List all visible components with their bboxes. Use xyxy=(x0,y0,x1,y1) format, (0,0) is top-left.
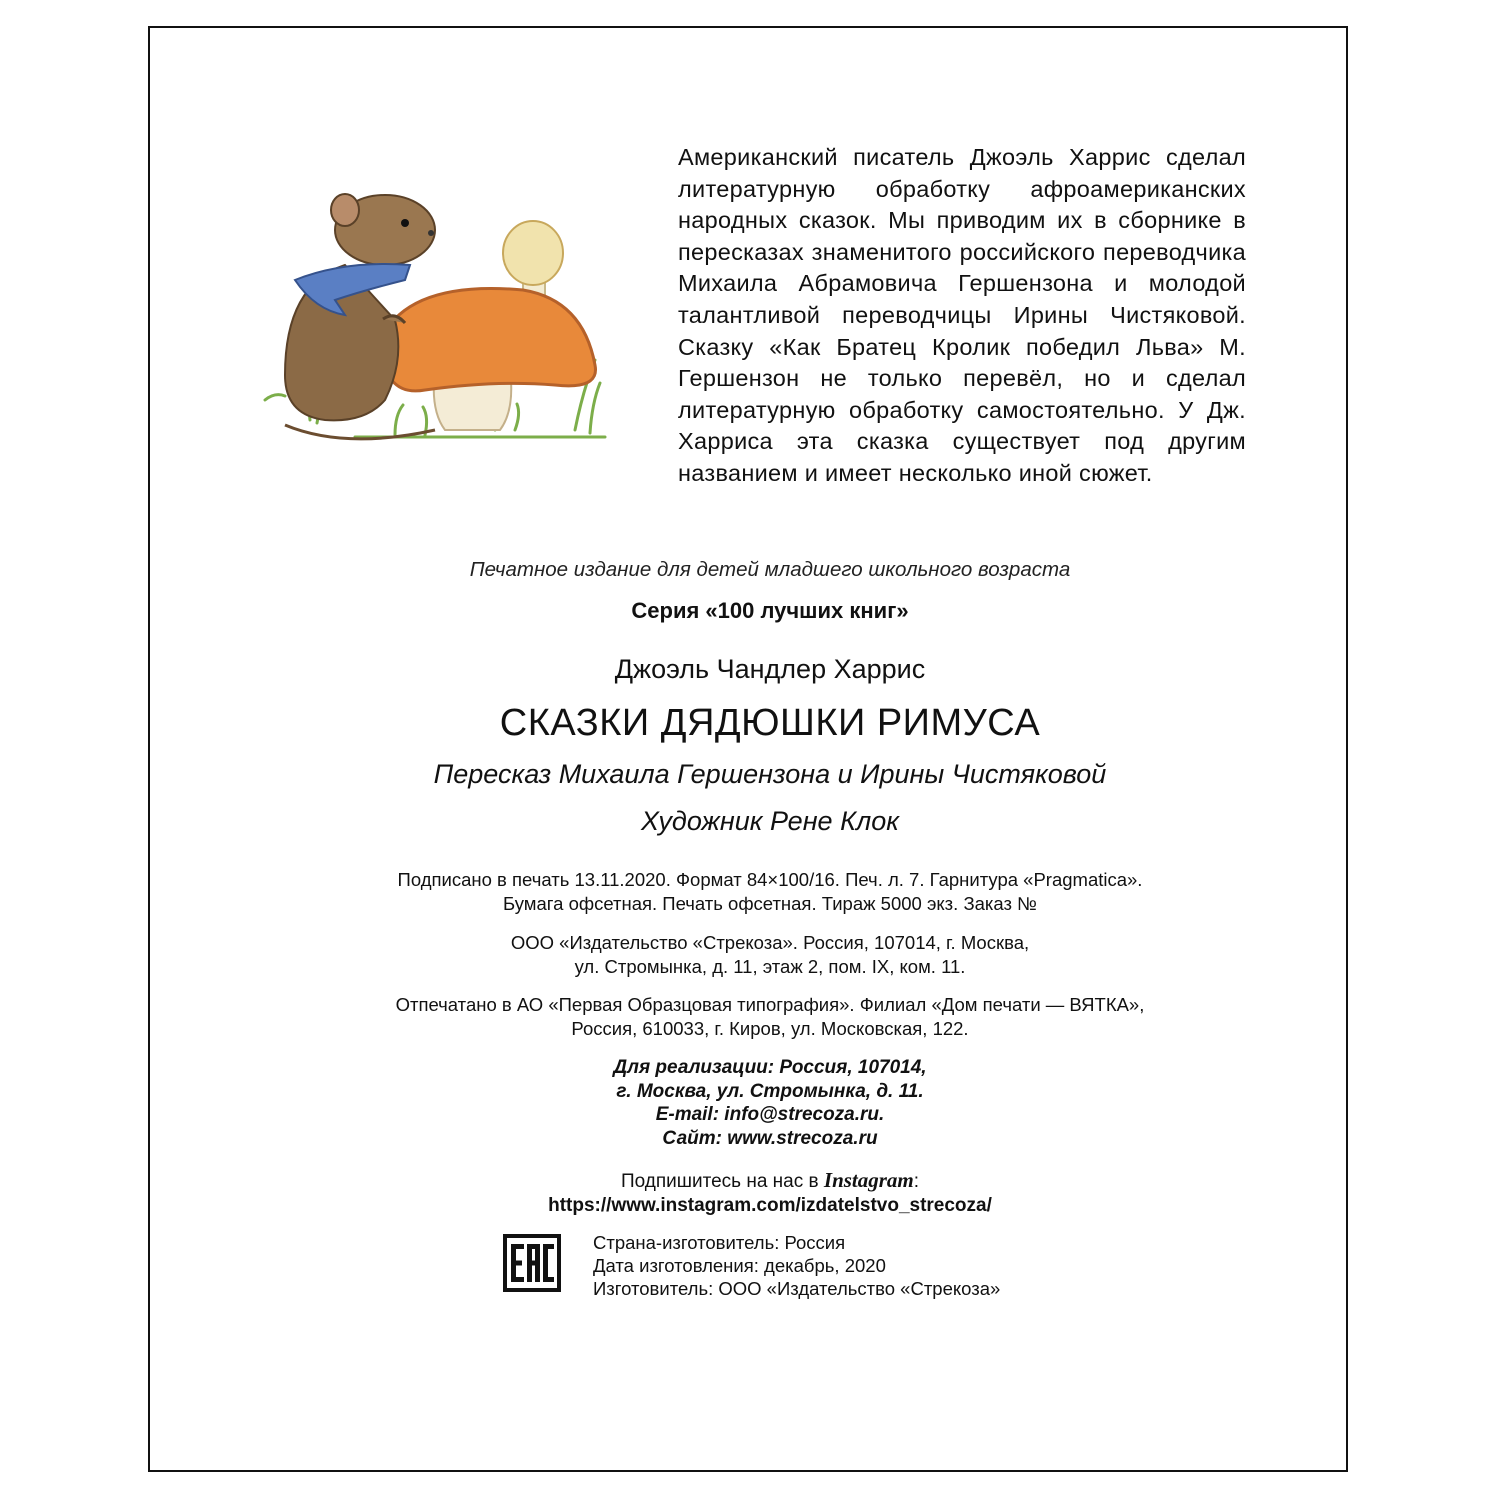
author-name: Джоэль Чандлер Харрис xyxy=(614,654,926,684)
social-block: Подпишитесь на нас в Instagram: https://www.instagram.com/izdatelstvo_strecoza/ xyxy=(150,1168,1390,1218)
series-name: Серия «100 лучших книг» xyxy=(631,598,909,623)
sales-contacts: Для реализации: Россия, 107014, г. Москва, ул. Стромынка, д. 11. E-mail: info@strecoza.ru. Сайт: www.strecoza.ru xyxy=(150,1056,1390,1150)
website-link[interactable]: Сайт: www.strecoza.ru xyxy=(662,1127,878,1149)
print-details: Подписано в печать 13.11.2020. Формат 84×100/16. Печ. л. 7. Гарнитура «Pragmatica». Бумага офсетная. Печать офсетная. Тираж 5000 экз. Заказ № xyxy=(397,869,1143,914)
big-mushroom-cap xyxy=(383,288,596,390)
retold-by: Пересказ Михаила Гершензона и Ирины Чистяковой xyxy=(433,759,1107,789)
email-link[interactable]: E-mail: info@strecoza.ru. xyxy=(655,1104,885,1125)
instagram-wordmark: Instagram xyxy=(823,1168,914,1192)
mouse-mushroom-illustration xyxy=(255,185,615,465)
audience-note: Печатное издание для детей младшего школьного возраста xyxy=(469,558,1071,581)
eac-mark-icon xyxy=(503,1234,561,1292)
instagram-link[interactable]: https://www.instagram.com/izdatelstvo_strecoza/ xyxy=(548,1195,992,1216)
book-title: СКАЗКИ ДЯДЮШКИ РИМУСА xyxy=(499,702,1041,744)
illustrator: Художник Рене Клок xyxy=(641,806,899,836)
manufacturer-info: Страна-изготовитель: Россия Дата изготовления: декабрь, 2020 Изготовитель: ООО «Издательство «Стрекоза» xyxy=(593,1232,1001,1299)
publisher-address: ООО «Издательство «Стрекоза». Россия, 107014, г. Москва, ул. Стромынка, д. 11, этаж 2, пом. IX, ком. 11. xyxy=(510,932,1030,977)
intro-paragraph: Американский писатель Джоэль Харрис сделал литературную обработку афроамериканских народных сказок. Мы приводим их в сборнике в пересказах знаменитого российского переводчика Михаила Абрамовича Гершензона и молодой талантливой переводчицы Ирины Чистяковой. Сказку «Как Братец Кролик победил Льва» М. Гершензон не только перевёл, но и сделал литературную обработку самостоятельно. У Дж. Харриса эта сказка существует под другим названием и имеет несколько иной сюжет. xyxy=(678,144,1246,486)
printer-address: Отпечатано в АО «Первая Образцовая типография». Филиал «Дом печати — ВЯТКА», Россия, 610033, г. Киров, ул. Московская, 122. xyxy=(395,994,1145,1039)
